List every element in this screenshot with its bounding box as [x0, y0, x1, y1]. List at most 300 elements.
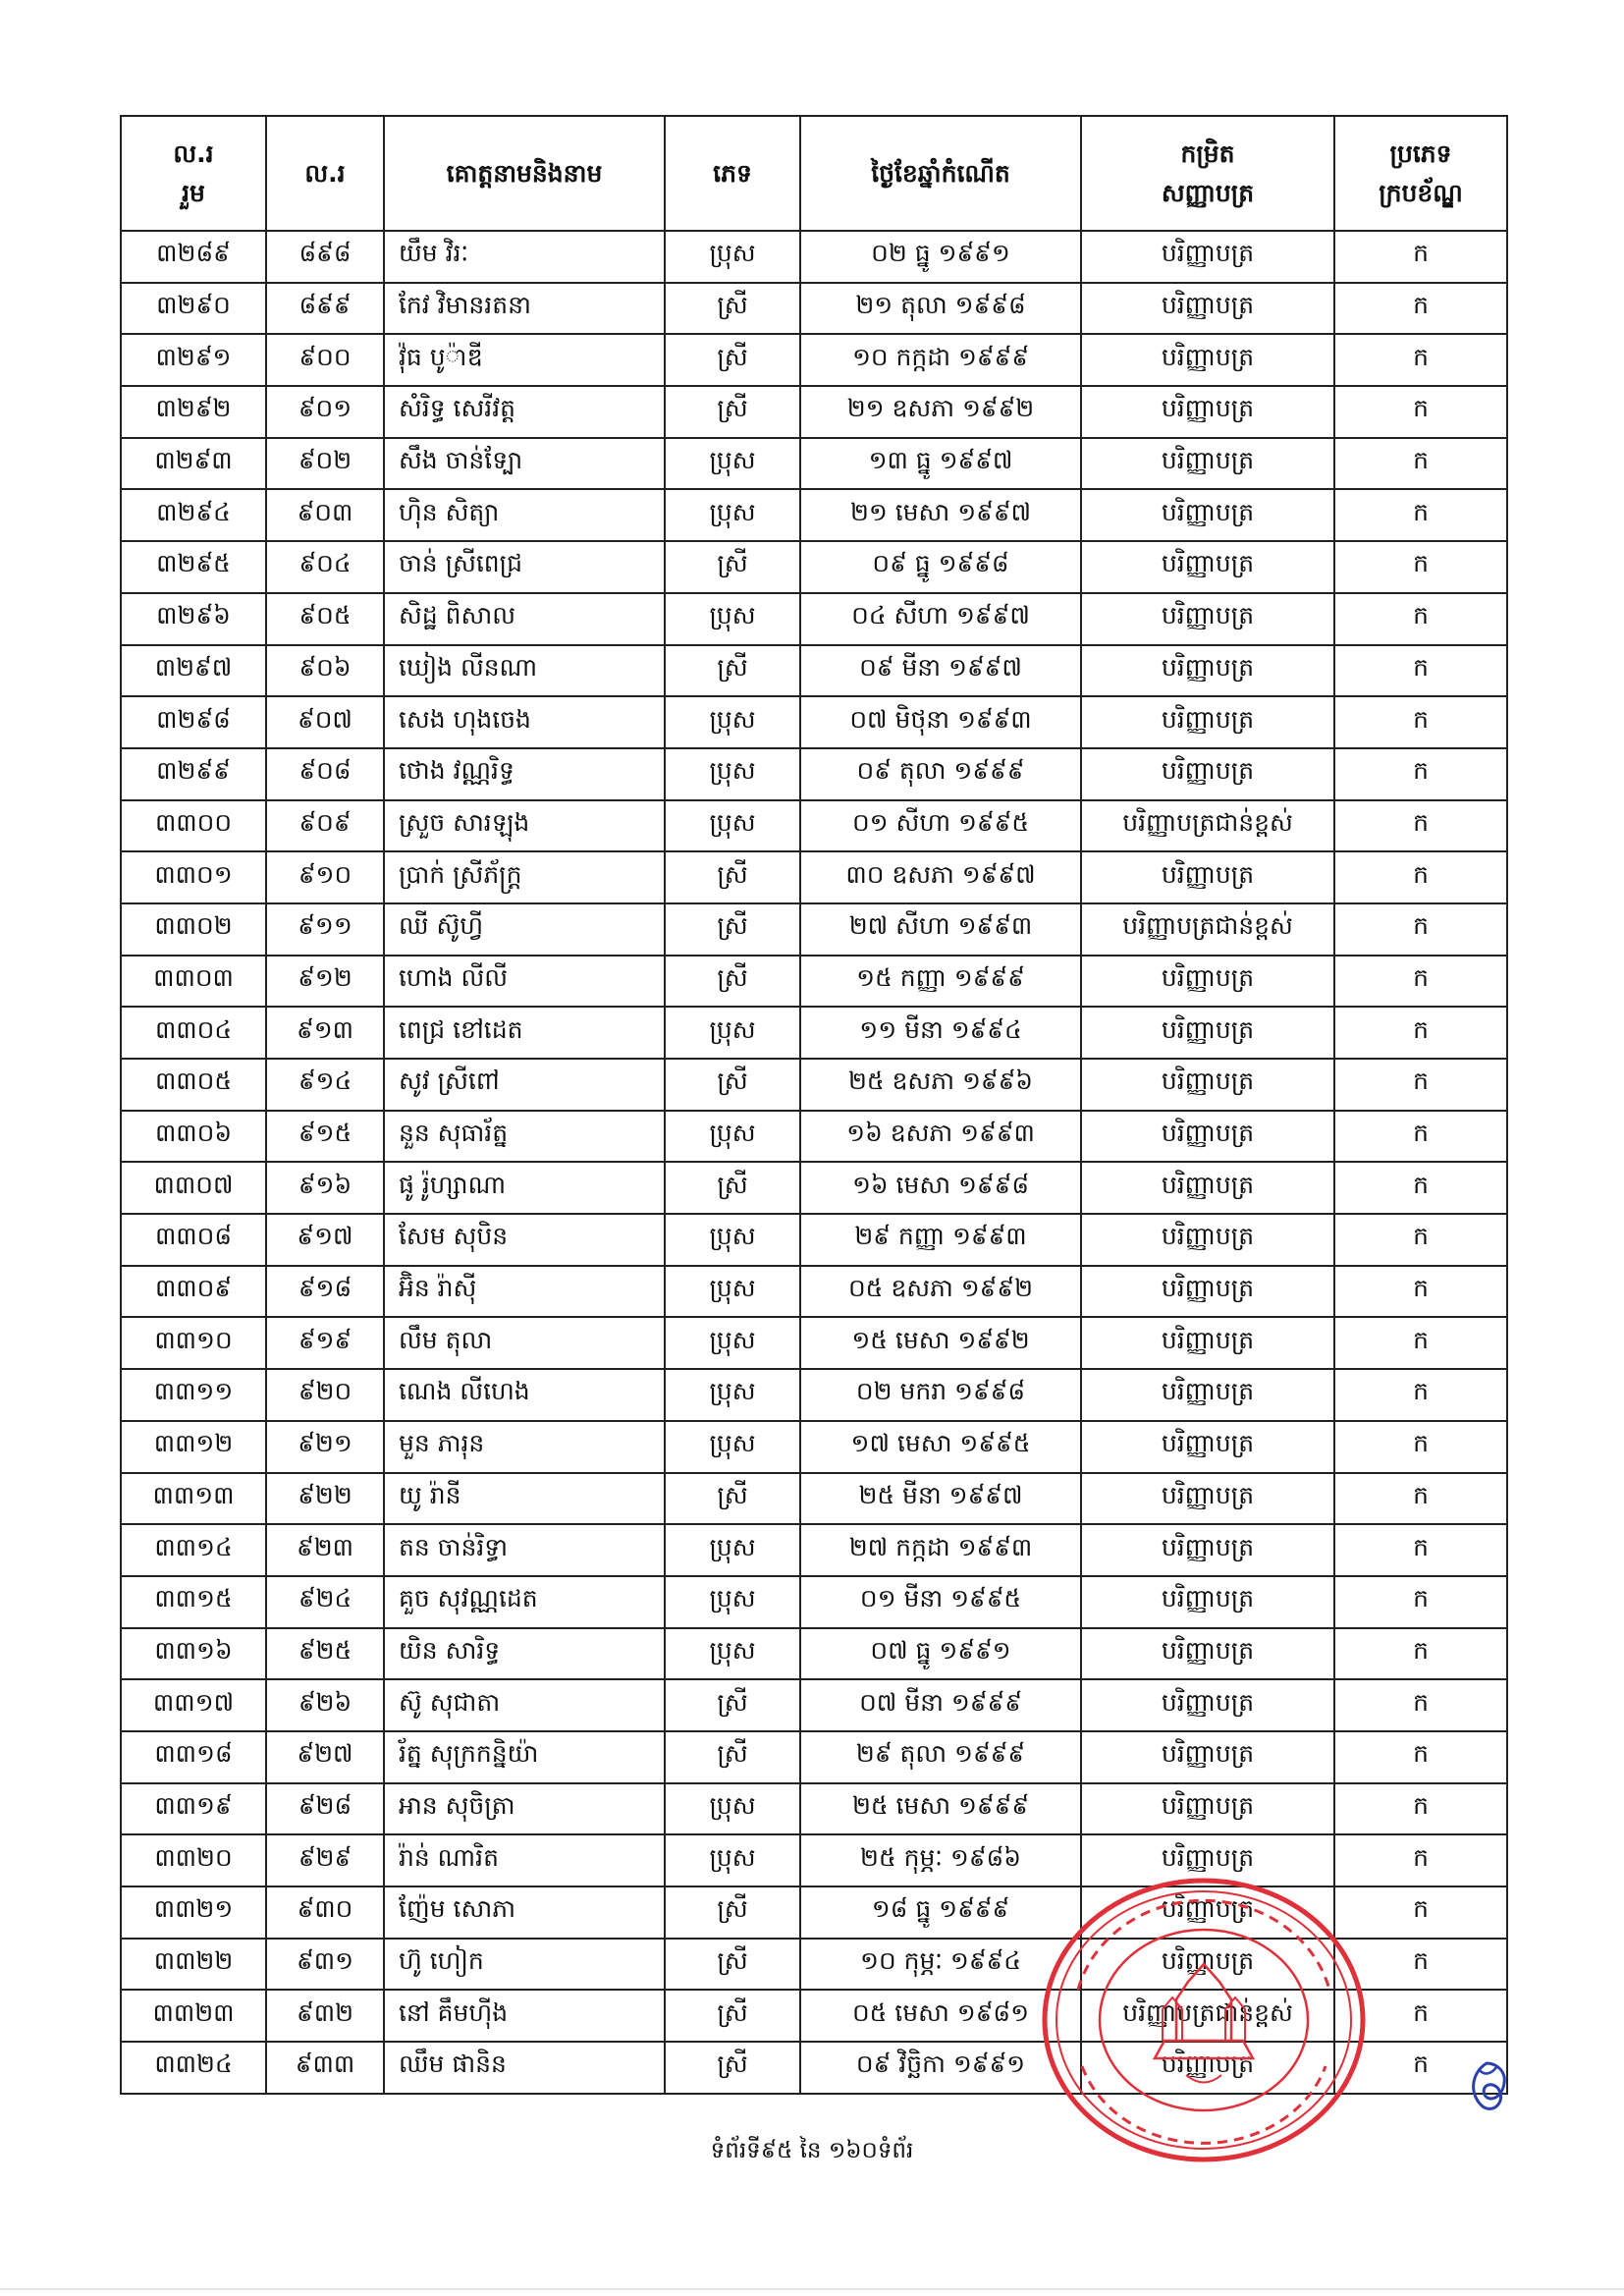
cell-framework-category: ក — [1334, 696, 1507, 748]
cell-gender: ប្រុស — [665, 1369, 800, 1421]
cell-framework-category: ក — [1334, 1059, 1507, 1111]
cell-framework-category: ក — [1334, 1214, 1507, 1266]
cell-number: ៨៩៨ — [266, 231, 384, 283]
table-row — [121, 1266, 1507, 1318]
cell-number: ៩៣០ — [266, 1886, 384, 1939]
cell-overall-number: ៣៣២១ — [121, 1886, 266, 1939]
cell-date-of-birth: ១០ កក្កដា ១៩៩៩ — [800, 334, 1081, 386]
cell-full-name: ចាន់ ស្រីពេជ្រ — [384, 541, 665, 593]
cell-overall-number: ៣៣០២ — [121, 903, 266, 956]
cell-framework-category: ក — [1334, 645, 1507, 697]
cell-gender: ប្រុស — [665, 696, 800, 748]
cell-full-name: នួន សុធារ័ត្ន — [384, 1111, 665, 1163]
header-full-name: គោត្តនាមនិងនាម — [384, 116, 665, 231]
cell-gender: ប្រុស — [665, 593, 800, 645]
cell-overall-number: ៣២៨៩ — [121, 231, 266, 283]
cell-number: ៩២៥ — [266, 1628, 384, 1680]
cell-overall-number: ៣៣០៥ — [121, 1059, 266, 1111]
header-degree-level-line1: កម្រិត — [1180, 138, 1235, 168]
table-row — [121, 386, 1507, 438]
cell-gender: ប្រុស — [665, 1834, 800, 1886]
cell-number: ៩០៧ — [266, 696, 384, 748]
cell-degree-level: បរិញ្ញាបត្រ — [1081, 283, 1334, 335]
cell-date-of-birth: ២៩ កញ្ញា ១៩៩៣ — [800, 1214, 1081, 1266]
table-row — [121, 903, 1507, 956]
cell-full-name: ស៊ូ សុជាតា — [384, 1679, 665, 1731]
cell-date-of-birth: ០៧ មីនា ១៩៩៩ — [800, 1679, 1081, 1731]
cell-degree-level: បរិញ្ញាបត្រ — [1081, 1059, 1334, 1111]
cell-date-of-birth: ១៨ ធ្នូ ១៩៩៩ — [800, 1886, 1081, 1939]
table-row — [121, 748, 1507, 800]
cell-number: ៩០៤ — [266, 541, 384, 593]
cell-overall-number: ៣៣១៥ — [121, 1576, 266, 1628]
cell-overall-number: ៣២៩៥ — [121, 541, 266, 593]
cell-framework-category: ក — [1334, 1317, 1507, 1369]
cell-overall-number: ៣៣១៨ — [121, 1731, 266, 1783]
table-row — [121, 1162, 1507, 1214]
cell-full-name: ស្រួច សារឡុង — [384, 800, 665, 852]
cell-number: ៩០៥ — [266, 593, 384, 645]
table-row — [121, 1731, 1507, 1783]
cell-full-name: សឹង ចាន់ទ្បែា — [384, 438, 665, 490]
cell-number: ៩១៧ — [266, 1214, 384, 1266]
cell-full-name: សូវ ស្រីពៅ — [384, 1059, 665, 1111]
cell-gender: ស្រី — [665, 1162, 800, 1214]
cell-degree-level: បរិញ្ញាបត្រ — [1081, 1473, 1334, 1525]
cell-overall-number: ៣២៩៧ — [121, 645, 266, 697]
cell-gender: ប្រុស — [665, 438, 800, 490]
cell-full-name: ឃៀង លីនណា — [384, 645, 665, 697]
page-bottom-edge — [0, 2288, 1624, 2290]
cell-framework-category: ក — [1334, 903, 1507, 956]
cell-framework-category: ក — [1334, 1007, 1507, 1059]
cell-gender: ប្រុស — [665, 1421, 800, 1473]
table-row — [121, 1214, 1507, 1266]
candidate-table — [120, 115, 1508, 2095]
cell-gender: ប្រុស — [665, 1214, 800, 1266]
cell-overall-number: ៣២៩២ — [121, 386, 266, 438]
cell-gender: ស្រី — [665, 1990, 800, 2042]
cell-full-name: ថោង វណ្ណរិទ្ធ — [384, 748, 665, 800]
header-degree-level — [1081, 116, 1334, 231]
cell-number: ៩១២ — [266, 956, 384, 1008]
header-overall-number-line1: ល.រ — [173, 138, 214, 168]
cell-gender: ស្រី — [665, 334, 800, 386]
header-framework-category-line2: ក្របខ័ណ្ឌ — [1379, 178, 1463, 207]
cell-degree-level: បរិញ្ញាបត្រ — [1081, 1111, 1334, 1163]
cell-date-of-birth: ១៣ ធ្នូ ១៩៩៧ — [800, 438, 1081, 490]
cell-framework-category: ក — [1334, 1576, 1507, 1628]
cell-degree-level: បរិញ្ញាបត្រ — [1081, 1214, 1334, 1266]
cell-gender: ប្រុស — [665, 489, 800, 541]
cell-framework-category: ក — [1334, 593, 1507, 645]
header-overall-number — [121, 116, 266, 231]
cell-degree-level: បរិញ្ញាបត្រ — [1081, 1266, 1334, 1318]
header-number: ល.រ — [266, 116, 384, 231]
cell-framework-category: ក — [1334, 1628, 1507, 1680]
cell-overall-number: ៣២៩៦ — [121, 593, 266, 645]
cell-date-of-birth: ២៥ មីនា ១៩៩៧ — [800, 1473, 1081, 1525]
cell-full-name: សំរិទ្ធ សេរីវត្ត — [384, 386, 665, 438]
cell-date-of-birth: ២១ មេសា ១៩៩៧ — [800, 489, 1081, 541]
cell-degree-level: បរិញ្ញាបត្រ — [1081, 645, 1334, 697]
header-gender: ភេទ — [665, 116, 800, 231]
cell-framework-category: ក — [1334, 334, 1507, 386]
cell-full-name: ឈី ស៊ូហ្វី — [384, 903, 665, 956]
table-row — [121, 593, 1507, 645]
table-row — [121, 489, 1507, 541]
cell-number: ៩១១ — [266, 903, 384, 956]
cell-degree-level: បរិញ្ញាបត្រ — [1081, 593, 1334, 645]
cell-number: ៩០៦ — [266, 645, 384, 697]
cell-date-of-birth: ០២ ធ្នូ ១៩៩១ — [800, 231, 1081, 283]
cell-gender: ស្រី — [665, 1059, 800, 1111]
cell-gender: ប្រុស — [665, 1576, 800, 1628]
candidate-table-container — [120, 115, 1506, 2095]
cell-full-name: ហ៊ិន សិត្យា — [384, 489, 665, 541]
cell-degree-level: បរិញ្ញាបត្រ — [1081, 1369, 1334, 1421]
cell-full-name: ណេង លីហេង — [384, 1369, 665, 1421]
cell-overall-number: ៣៣០៣ — [121, 956, 266, 1008]
cell-gender: ស្រី — [665, 1473, 800, 1525]
cell-date-of-birth: ១១ មីនា ១៩៩៤ — [800, 1007, 1081, 1059]
cell-date-of-birth: ០៩ មីនា ១៩៩៧ — [800, 645, 1081, 697]
cell-gender: ប្រុស — [665, 1524, 800, 1576]
header-framework-category-line1: ប្រភេទ — [1389, 138, 1452, 168]
cell-full-name: ហោង លីលី — [384, 956, 665, 1008]
cell-date-of-birth: ១៥ កញ្ញា ១៩៩៩ — [800, 956, 1081, 1008]
cell-date-of-birth: ០៥ ឧសភា ១៩៩២ — [800, 1266, 1081, 1318]
table-row — [121, 438, 1507, 490]
cell-degree-level: បរិញ្ញាបត្រជាន់ខ្ពស់ — [1081, 800, 1334, 852]
cell-framework-category: ក — [1334, 438, 1507, 490]
cell-date-of-birth: ០១ មីនា ១៩៩៥ — [800, 1576, 1081, 1628]
cell-degree-level: បរិញ្ញាបត្រ — [1081, 438, 1334, 490]
cell-framework-category: ក — [1334, 231, 1507, 283]
cell-degree-level: បរិញ្ញាបត្រ — [1081, 748, 1334, 800]
cell-gender: ស្រី — [665, 541, 800, 593]
cell-framework-category: ក — [1334, 1886, 1507, 1939]
cell-full-name: ហ៊ូ ហៀក — [384, 1939, 665, 1991]
cell-degree-level: បរិញ្ញាបត្រ — [1081, 1783, 1334, 1835]
cell-gender: ប្រុស — [665, 1783, 800, 1835]
table-row — [121, 1473, 1507, 1525]
cell-gender: ប្រុស — [665, 1317, 800, 1369]
cell-overall-number: ៣៣០០ — [121, 800, 266, 852]
cell-date-of-birth: ២៧ កក្កដា ១៩៩៣ — [800, 1524, 1081, 1576]
table-row — [121, 1007, 1507, 1059]
official-stamp-seal — [1039, 1874, 1369, 2166]
cell-date-of-birth: ០៩ ធ្នូ ១៩៩៨ — [800, 541, 1081, 593]
cell-date-of-birth: ២៥ មេសា ១៩៩៩ — [800, 1783, 1081, 1835]
cell-degree-level: បរិញ្ញាបត្រ — [1081, 1939, 1334, 1991]
cell-date-of-birth: ២៧ សីហា ១៩៩៣ — [800, 903, 1081, 956]
cell-degree-level: បរិញ្ញាបត្រ — [1081, 1731, 1334, 1783]
cell-overall-number: ៣៣១៦ — [121, 1628, 266, 1680]
cell-degree-level: បរិញ្ញាបត្រ — [1081, 1834, 1334, 1886]
cell-degree-level: បរិញ្ញាបត្រ — [1081, 386, 1334, 438]
cell-framework-category: ក — [1334, 1834, 1507, 1886]
cell-gender: ស្រី — [665, 2042, 800, 2094]
cell-framework-category: ក — [1334, 489, 1507, 541]
table-row — [121, 1679, 1507, 1731]
cell-gender: ប្រុស — [665, 1111, 800, 1163]
cell-degree-level: បរិញ្ញាបត្រ — [1081, 541, 1334, 593]
cell-overall-number: ៣៣០៦ — [121, 1111, 266, 1163]
cell-framework-category: ក — [1334, 1990, 1507, 2042]
cell-gender: ប្រុស — [665, 1628, 800, 1680]
cell-degree-level: បរិញ្ញាបត្រ — [1081, 1524, 1334, 1576]
cell-number: ៩២៩ — [266, 1834, 384, 1886]
cell-number: ៩១៥ — [266, 1111, 384, 1163]
handwritten-signature-mark — [1463, 2059, 1510, 2114]
cell-gender: ស្រី — [665, 956, 800, 1008]
cell-number: ៩១០ — [266, 851, 384, 903]
cell-date-of-birth: ២៥ កុម្ភៈ ១៩៨៦ — [800, 1834, 1081, 1886]
cell-full-name: យិន សារិទ្ធ — [384, 1628, 665, 1680]
table-body — [121, 231, 1507, 2094]
cell-framework-category: ក — [1334, 2042, 1507, 2094]
cell-full-name: មួន ភារុន — [384, 1421, 665, 1473]
header-degree-level-line2: សញ្ញាបត្រ — [1161, 178, 1255, 207]
cell-date-of-birth: ១៦ ឧសភា ១៩៩៣ — [800, 1111, 1081, 1163]
table-row — [121, 851, 1507, 903]
cell-full-name: សិដ្ឋ ពិសាល — [384, 593, 665, 645]
cell-date-of-birth: ២៥ ឧសភា ១៩៩៦ — [800, 1059, 1081, 1111]
cell-overall-number: ៣២៩១ — [121, 334, 266, 386]
cell-date-of-birth: ៣០ ឧសភា ១៩៩៧ — [800, 851, 1081, 903]
cell-degree-level: បរិញ្ញាបត្រជាន់ខ្ពស់ — [1081, 1990, 1334, 2042]
cell-framework-category: ក — [1334, 1731, 1507, 1783]
cell-degree-level: បរិញ្ញាបត្រ — [1081, 851, 1334, 903]
cell-full-name: ញ៉ែម សោភា — [384, 1886, 665, 1939]
cell-framework-category: ក — [1334, 1473, 1507, 1525]
cell-framework-category: ក — [1334, 1111, 1507, 1163]
cell-full-name: សេង ហុងចេង — [384, 696, 665, 748]
cell-gender: ប្រុស — [665, 231, 800, 283]
cell-number: ៩២៦ — [266, 1679, 384, 1731]
cell-number: ៩១៨ — [266, 1266, 384, 1318]
cell-number: ៩០៨ — [266, 748, 384, 800]
cell-number: ៩០០ — [266, 334, 384, 386]
header-overall-number-line2: រួម — [182, 178, 205, 207]
cell-framework-category: ក — [1334, 541, 1507, 593]
cell-overall-number: ៣៣០៧ — [121, 1162, 266, 1214]
table-header — [121, 116, 1507, 231]
cell-gender: ប្រុស — [665, 748, 800, 800]
cell-full-name: នៅ គឹមហ៊ីង — [384, 1990, 665, 2042]
table-row — [121, 283, 1507, 335]
cell-overall-number: ៣៣២២ — [121, 1939, 266, 1991]
cell-gender: ប្រុស — [665, 1266, 800, 1318]
cell-date-of-birth: ០៤ សីហា ១៩៩៧ — [800, 593, 1081, 645]
cell-full-name: លឹម តុលា — [384, 1317, 665, 1369]
cell-number: ៨៩៩ — [266, 283, 384, 335]
table-row — [121, 541, 1507, 593]
table-row — [121, 1111, 1507, 1163]
cell-degree-level: បរិញ្ញាបត្រ — [1081, 1576, 1334, 1628]
cell-full-name: ពេជ្រ ខៅដេត — [384, 1007, 665, 1059]
cell-full-name: គួច សុវណ្ណដេត — [384, 1576, 665, 1628]
table-row — [121, 1059, 1507, 1111]
cell-framework-category: ក — [1334, 748, 1507, 800]
cell-full-name: អ៊ិន រ៉ាស៊ី — [384, 1266, 665, 1318]
cell-gender: ស្រី — [665, 851, 800, 903]
cell-framework-category: ក — [1334, 1939, 1507, 1991]
table-row — [121, 1628, 1507, 1680]
cell-degree-level: បរិញ្ញាបត្រ — [1081, 231, 1334, 283]
cell-degree-level: បរិញ្ញាបត្រ — [1081, 1421, 1334, 1473]
cell-framework-category: ក — [1334, 1421, 1507, 1473]
cell-gender: ស្រី — [665, 1939, 800, 1991]
cell-full-name: វ៉ុធ បូ៉ាឌី — [384, 334, 665, 386]
cell-gender: ស្រី — [665, 1679, 800, 1731]
cell-date-of-birth: ០៥ មេសា ១៩៨១ — [800, 1990, 1081, 2042]
cell-full-name: សែម សុបិន — [384, 1214, 665, 1266]
cell-overall-number: ៣៣២០ — [121, 1834, 266, 1886]
cell-number: ៩០២ — [266, 438, 384, 490]
table-row — [121, 334, 1507, 386]
cell-date-of-birth: ០៧ ធ្នូ ១៩៩១ — [800, 1628, 1081, 1680]
cell-degree-level: បរិញ្ញាបត្រ — [1081, 1162, 1334, 1214]
cell-full-name: ប្រាក់ ស្រីភ័ក្ត្រ — [384, 851, 665, 903]
cell-degree-level: បរិញ្ញាបត្រ — [1081, 1007, 1334, 1059]
cell-date-of-birth: ២១ តុលា ១៩៩៨ — [800, 283, 1081, 335]
table-row — [121, 956, 1507, 1008]
cell-full-name: តន ចាន់រិទ្ធា — [384, 1524, 665, 1576]
cell-date-of-birth: ១៦ មេសា ១៩៩៨ — [800, 1162, 1081, 1214]
cell-overall-number: ៣៣១២ — [121, 1421, 266, 1473]
cell-full-name: ផូ រ៉ូហ្សាណា — [384, 1162, 665, 1214]
cell-degree-level: បរិញ្ញាបត្រ — [1081, 956, 1334, 1008]
cell-gender: ស្រី — [665, 283, 800, 335]
cell-full-name: រ៉ាន់ ណារិត — [384, 1834, 665, 1886]
cell-gender: ប្រុស — [665, 1007, 800, 1059]
cell-number: ៩០៣ — [266, 489, 384, 541]
cell-number: ៩៣៣ — [266, 2042, 384, 2094]
cell-overall-number: ៣៣០៩ — [121, 1266, 266, 1318]
cell-framework-category: ក — [1334, 1524, 1507, 1576]
cell-full-name: យឹម វិរៈ — [384, 231, 665, 283]
cell-number: ៩១៩ — [266, 1317, 384, 1369]
cell-number: ៩១៣ — [266, 1007, 384, 1059]
table-row — [121, 1576, 1507, 1628]
cell-gender: ស្រី — [665, 386, 800, 438]
cell-degree-level: បរិញ្ញាបត្រ — [1081, 1317, 1334, 1369]
table-row — [121, 1783, 1507, 1835]
cell-gender: ស្រី — [665, 645, 800, 697]
table-row — [121, 1421, 1507, 1473]
cell-overall-number: ៣២៩៣ — [121, 438, 266, 490]
cell-number: ៩២៧ — [266, 1731, 384, 1783]
cell-framework-category: ក — [1334, 283, 1507, 335]
cell-overall-number: ៣៣២៤ — [121, 2042, 266, 2094]
cell-framework-category: ក — [1334, 956, 1507, 1008]
cell-framework-category: ក — [1334, 386, 1507, 438]
cell-framework-category: ក — [1334, 800, 1507, 852]
cell-full-name: ឈឹម ផានិន — [384, 2042, 665, 2094]
cell-degree-level: បរិញ្ញាបត្រ — [1081, 1679, 1334, 1731]
cell-degree-level: បរិញ្ញាបត្រ — [1081, 1886, 1334, 1939]
cell-number: ៩២៤ — [266, 1576, 384, 1628]
cell-number: ៩៣២ — [266, 1990, 384, 2042]
header-framework-category — [1334, 116, 1507, 231]
table-row — [121, 645, 1507, 697]
cell-framework-category: ក — [1334, 851, 1507, 903]
cell-number: ៩០១ — [266, 386, 384, 438]
cell-gender: ស្រី — [665, 1886, 800, 1939]
cell-overall-number: ៣៣០៤ — [121, 1007, 266, 1059]
cell-date-of-birth: ២១ ឧសភា ១៩៩២ — [800, 386, 1081, 438]
cell-number: ៩២១ — [266, 1421, 384, 1473]
table-row — [121, 800, 1507, 852]
cell-date-of-birth: ០៩ តុលា ១៩៩៩ — [800, 748, 1081, 800]
table-row — [121, 696, 1507, 748]
cell-overall-number: ៣២៩៩ — [121, 748, 266, 800]
cell-overall-number: ៣៣១០ — [121, 1317, 266, 1369]
header-date-of-birth: ថ្ងៃខែឆ្នាំកំណើត — [800, 116, 1081, 231]
cell-overall-number: ៣២៩៨ — [121, 696, 266, 748]
cell-date-of-birth: ២៩ តុលា ១៩៩៩ — [800, 1731, 1081, 1783]
cell-date-of-birth: ០៩ វិច្ឆិកា ១៩៩១ — [800, 2042, 1081, 2094]
cell-overall-number: ៣៣២៣ — [121, 1990, 266, 2042]
cell-overall-number: ៣៣១៣ — [121, 1473, 266, 1525]
cell-date-of-birth: ១០ កុម្ភៈ ១៩៩៤ — [800, 1939, 1081, 1991]
cell-date-of-birth: ០៧ មិថុនា ១៩៩៣ — [800, 696, 1081, 748]
cell-gender: ស្រី — [665, 1731, 800, 1783]
cell-number: ៩២៣ — [266, 1524, 384, 1576]
cell-date-of-birth: ០១ សីហា ១៩៩៥ — [800, 800, 1081, 852]
table-row — [121, 231, 1507, 283]
cell-overall-number: ៣៣០៨ — [121, 1214, 266, 1266]
table-row — [121, 1369, 1507, 1421]
cell-degree-level: បរិញ្ញាបត្រ — [1081, 334, 1334, 386]
table-row — [121, 1317, 1507, 1369]
cell-overall-number: ៣២៩៤ — [121, 489, 266, 541]
cell-framework-category: ក — [1334, 1162, 1507, 1214]
table-row — [121, 1524, 1507, 1576]
cell-gender: ប្រុស — [665, 800, 800, 852]
cell-date-of-birth: ១៧ មេសា ១៩៩៥ — [800, 1421, 1081, 1473]
cell-overall-number: ៣៣០១ — [121, 851, 266, 903]
cell-date-of-birth: ១៥ មេសា ១៩៩២ — [800, 1317, 1081, 1369]
cell-degree-level: បរិញ្ញាបត្រ — [1081, 2042, 1334, 2094]
cell-degree-level: បរិញ្ញាបត្រ — [1081, 489, 1334, 541]
cell-full-name: កែវ វិមានរតនា — [384, 283, 665, 335]
cell-overall-number: ៣៣១៩ — [121, 1783, 266, 1835]
page-number-footer: ទំព័រទី៩៥ នៃ ១៦០ទំព័រ — [710, 2138, 914, 2163]
cell-framework-category: ក — [1334, 1679, 1507, 1731]
cell-full-name: អាន សុចិត្រា — [384, 1783, 665, 1835]
cell-number: ៩២២ — [266, 1473, 384, 1525]
cell-number: ៩១៦ — [266, 1162, 384, 1214]
cell-overall-number: ៣៣១៧ — [121, 1679, 266, 1731]
cell-full-name: រ័ត្ន សុក្រកន្និយ៉ា — [384, 1731, 665, 1783]
cell-overall-number: ៣៣១១ — [121, 1369, 266, 1421]
cell-degree-level: បរិញ្ញាបត្រជាន់ខ្ពស់ — [1081, 903, 1334, 956]
cell-number: ៩១៤ — [266, 1059, 384, 1111]
cell-degree-level: បរិញ្ញាបត្រ — [1081, 696, 1334, 748]
cell-number: ៩៣១ — [266, 1939, 384, 1991]
cell-overall-number: ៣២៩០ — [121, 283, 266, 335]
cell-overall-number: ៣៣១៤ — [121, 1524, 266, 1576]
cell-number: ៩០៩ — [266, 800, 384, 852]
cell-framework-category: ក — [1334, 1266, 1507, 1318]
cell-full-name: យូ រ៉ានី — [384, 1473, 665, 1525]
header-row — [121, 116, 1507, 231]
cell-gender: ស្រី — [665, 903, 800, 956]
cell-framework-category: ក — [1334, 1783, 1507, 1835]
